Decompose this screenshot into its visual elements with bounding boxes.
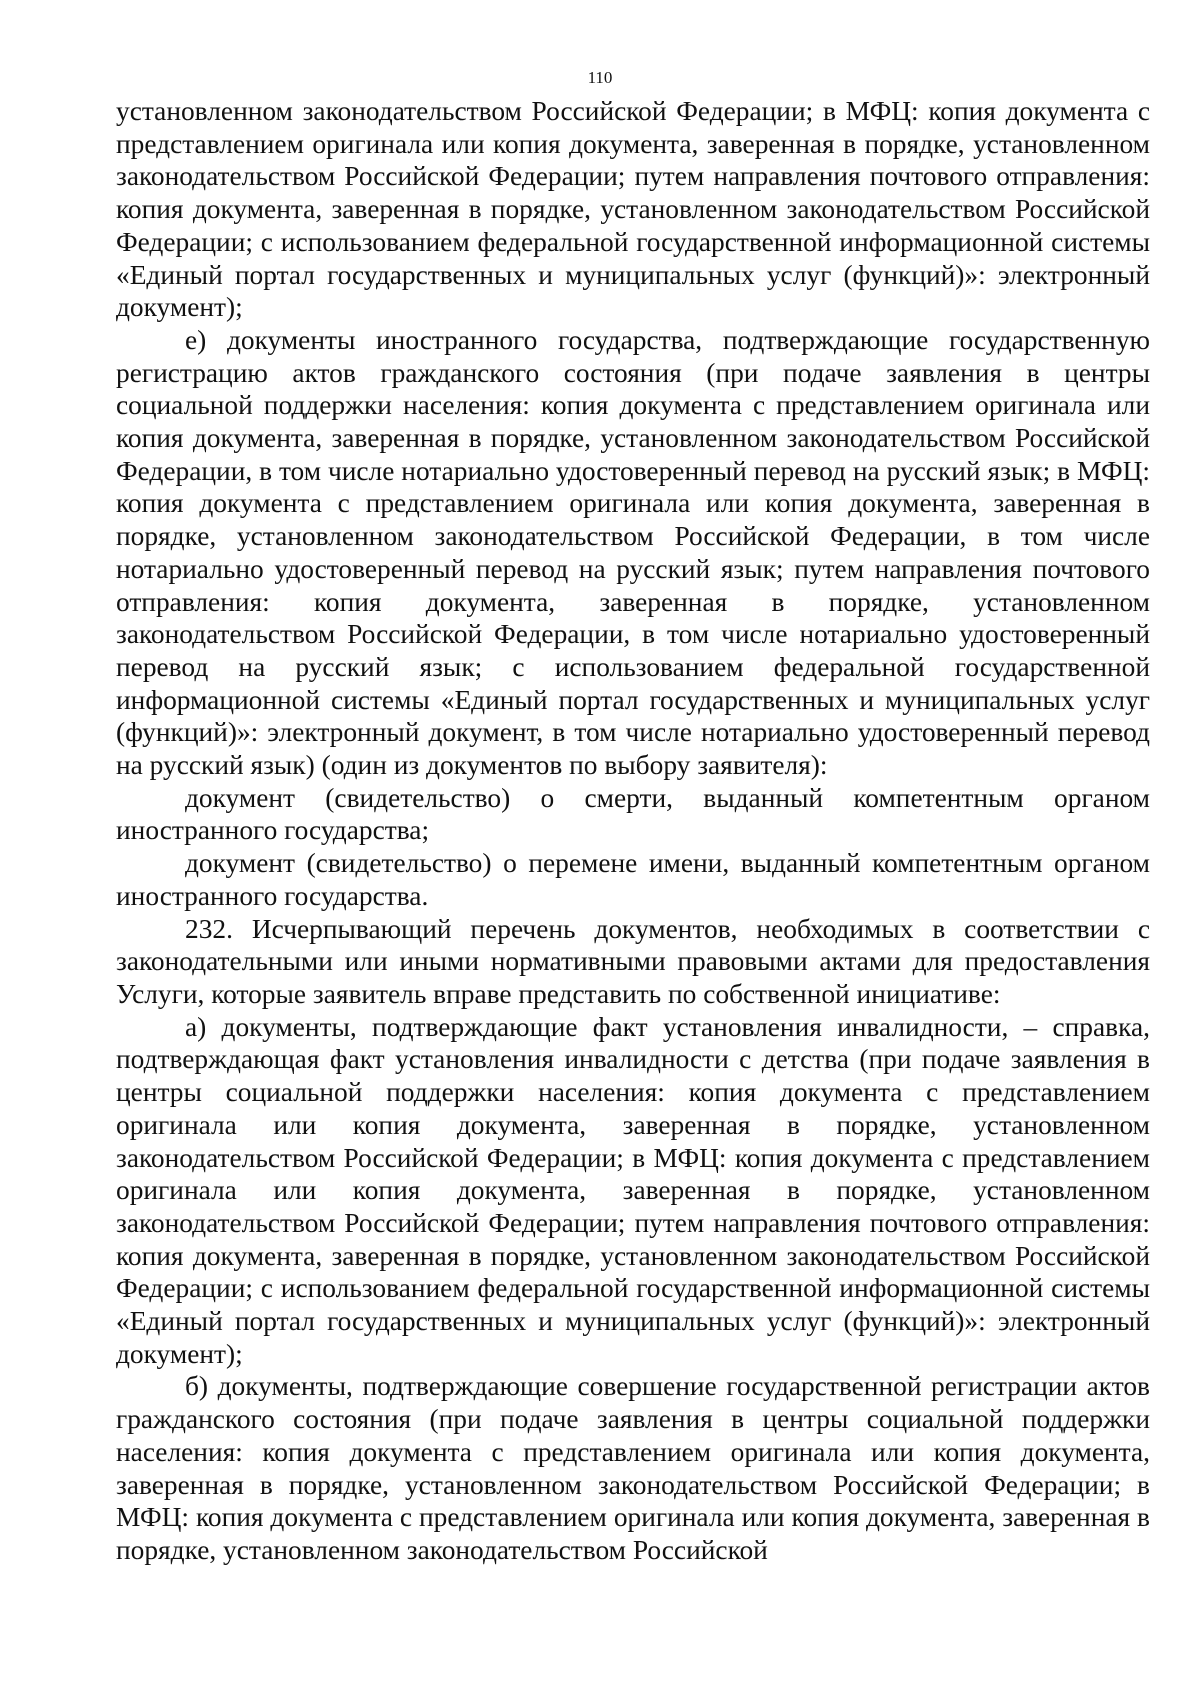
paragraph: установленном законодательством Российской Федерации; в МФЦ: копия документа с представлением оригинала или копия документа, заверенная в порядке, установленном законодательством Российской Федерации; путем направления почтового отправления: копия документа, заверенная в порядке, установленном законодательством Российской Федерации; с использованием федеральной государственной информационной системы «Единый портал государственных и муниципальных услуг (функций)»: электронный документ); (116, 96, 1150, 323)
page-number: 110 (587, 68, 613, 87)
paragraph: документ (свидетельство) о перемене имени, выданный компетентным органом иностранного государства. (116, 848, 1150, 911)
document-body (116, 95, 1150, 1567)
paragraph: а) документы, подтверждающие факт установления инвалидности, – справка, подтверждающая факт установления инвалидности с детства (при подаче заявления в центры социальной поддержки населения: копия документа с представлением оригинала или копия документа, заверенная в порядке, установленном законодательством Российской Федерации; в МФЦ: копия документа с представлением оригинала или копия документа, заверенная в порядке, установленном законодательством Российской Федерации; путем направления почтового отправления: копия документа, заверенная в порядке, установленном законодательством Российской Федерации; с использованием федеральной государственной информационной системы «Единый портал государственных и муниципальных услуг (функций)»: электронный документ); (116, 1011, 1150, 1369)
paragraph: е) документы иностранного государства, подтверждающие государственную регистрацию актов гражданского состояния (при подаче заявления в центры социальной поддержки населения: копия документа с представлением оригинала или копия документа, заверенная в порядке, установленном законодательством Российской Федерации, в том числе нотариально удостоверенный перевод на русский язык; в МФЦ: копия документа с представлением оригинала или копия документа, заверенная в порядке, установленном законодательством Российской Федерации, в том числе нотариально удостоверенный перевод на русский язык; путем направления почтового отправления: копия документа, заверенная в порядке, установленном законодательством Российской Федерации, в том числе нотариально удостоверенный перевод на русский язык; с использованием федеральной государственной информационной системы «Единый портал государственных и муниципальных услуг (функций)»: электронный документ, в том числе нотариально удостоверенный перевод на русский язык) (один из документов по выбору заявителя): (116, 324, 1150, 781)
paragraph: б) документы, подтверждающие совершение государственной регистрации актов гражданского состояния (при подаче заявления в центры социальной поддержки населения: копия документа с представлением оригинала или копия документа, заверенная в порядке, установленном законодательством Российской Федерации; в МФЦ: копия документа с представлением оригинала или копия документа, заверенная в порядке, установленном законодательством Российской (116, 1371, 1150, 1565)
paragraph: документ (свидетельство) о смерти, выданный компетентным органом иностранного государства; (116, 782, 1150, 846)
paragraph: 232. Исчерпывающий перечень документов, необходимых в соответствии с законодательными или иными нормативными правовыми актами для предоставления Услуги, которые заявитель вправе представить по собственной инициативе: (116, 913, 1150, 1009)
